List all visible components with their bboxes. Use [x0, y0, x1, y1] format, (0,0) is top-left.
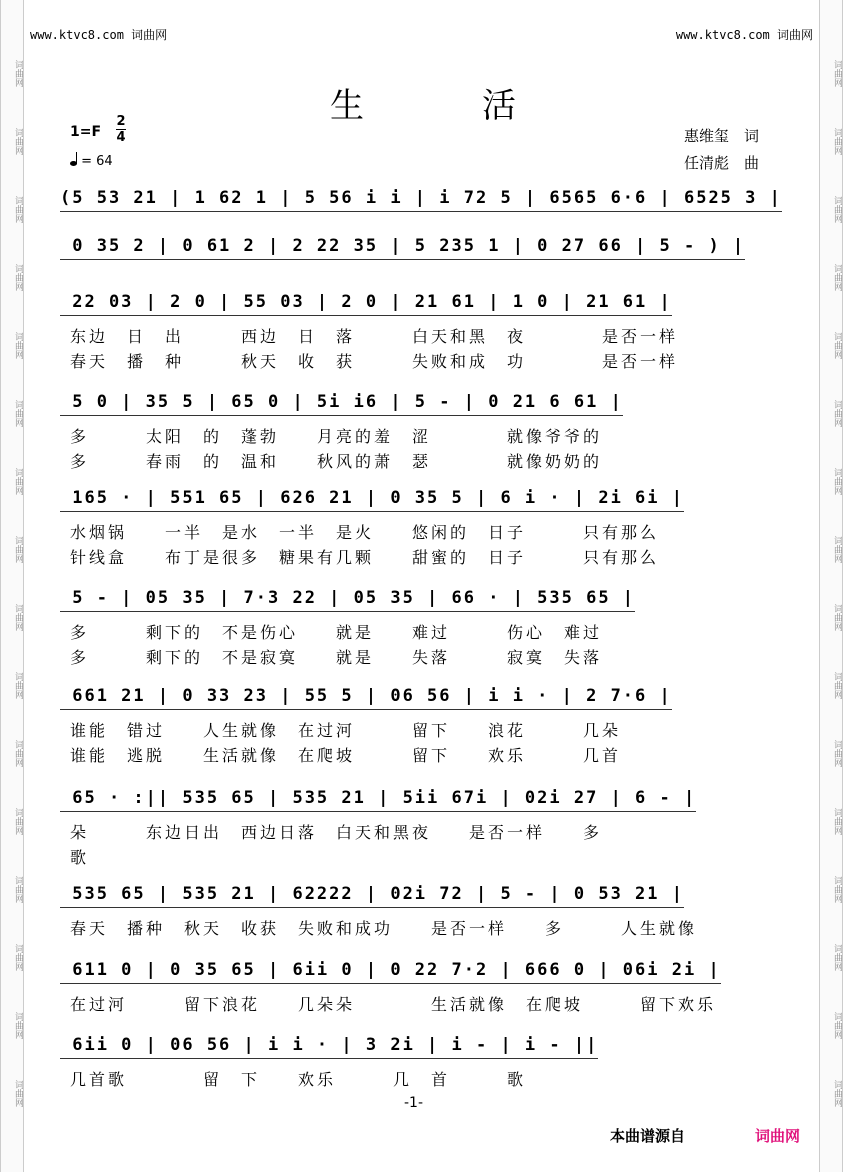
lyric-line: 春天 播种 秋天 收获 失败和成功 是否一样 多 人生就像: [70, 919, 698, 938]
watermark-text: 词曲网: [832, 196, 842, 223]
site-url-left[interactable]: www.ktvc8.com 词曲网: [30, 28, 168, 42]
watermark-text: 词曲网: [832, 740, 842, 767]
watermark-text: 词曲网: [13, 196, 23, 223]
quarter-note-icon: [70, 161, 77, 166]
time-signature: [116, 114, 126, 145]
watermark-text: 词曲网: [13, 672, 23, 699]
watermark-text: 词曲网: [13, 1012, 23, 1039]
notation-line: 535 65 | 535 21 | 62222 | 02i 72 | 5 - | 0 53 21 |: [60, 884, 684, 908]
watermark-text: 词曲网: [832, 1080, 842, 1107]
lyric-line: 多 太阳 的 蓬勃 月亮的羞 涩 就像爷爷的: [70, 427, 603, 446]
watermark-text: 词曲网: [13, 332, 23, 359]
watermark-text: 词曲网: [13, 1080, 23, 1107]
notation-line: 611 0 | 0 35 65 | 6ii 0 | 0 22 7·2 | 666 0 | 06i 2i |: [60, 960, 721, 984]
lyricist-credit: 惠维玺 词: [684, 127, 760, 145]
side-watermark-left: [0, 0, 24, 1172]
lyric-line: 多 剩下的 不是寂寞 就是 失落 寂寞 失落: [70, 648, 603, 667]
notation-line: 5 - | 05 35 | 7·3 22 | 05 35 | 66 · | 535 65 |: [60, 588, 635, 612]
lyric-line: 几首歌 留 下 欢乐 几 首 歌: [70, 1070, 527, 1089]
watermark-text: 词曲网: [13, 944, 23, 971]
lyric-line: 水烟锅 一半 是水 一半 是火 悠闲的 日子 只有那么: [70, 523, 660, 542]
source-label: 本曲谱源自: [610, 1127, 686, 1145]
watermark-text: 词曲网: [832, 536, 842, 563]
lyric-line: 在过河 留下浪花 几朵朵 生活就像 在爬坡 留下欢乐: [70, 995, 717, 1014]
watermark-text: 词曲网: [13, 60, 23, 87]
song-title: 生活: [330, 86, 634, 126]
watermark-text: 词曲网: [832, 876, 842, 903]
tempo-marking: [70, 154, 113, 169]
time-top: 2: [116, 114, 126, 129]
notation-line: 22 03 | 2 0 | 55 03 | 2 0 | 21 61 | 1 0 | 21 61 |: [60, 292, 672, 316]
watermark-text: 词曲网: [832, 128, 842, 155]
lyric-line: 东边 日 出 西边 日 落 白天和黑 夜 是否一样: [70, 327, 679, 346]
lyric-line: 多 春雨 的 温和 秋风的萧 瑟 就像奶奶的: [70, 452, 603, 471]
tempo-value: = 64: [81, 154, 113, 169]
notation-line: 65 · :|| 535 65 | 535 21 | 5ii 67i | 02i 27 | 6 - |: [60, 788, 696, 812]
watermark-text: 词曲网: [13, 536, 23, 563]
watermark-text: 词曲网: [832, 400, 842, 427]
notation-line: 5 0 | 35 5 | 65 0 | 5i i6 | 5 - | 0 21 6 61 |: [60, 392, 623, 416]
watermark-text: 词曲网: [13, 468, 23, 495]
notation-line: 0 35 2 | 0 61 2 | 2 22 35 | 5 235 1 | 0 27 66 | 5 - ) |: [60, 236, 745, 260]
page-number: -1-: [404, 1095, 424, 1111]
watermark-text: 词曲网: [13, 400, 23, 427]
watermark-text: 词曲网: [832, 264, 842, 291]
watermark-text: 词曲网: [13, 604, 23, 631]
watermark-text: 词曲网: [13, 808, 23, 835]
site-url-right[interactable]: www.ktvc8.com 词曲网: [675, 28, 813, 42]
notation-line: 661 21 | 0 33 23 | 55 5 | 06 56 | i i · | 2 7·6 |: [60, 686, 672, 710]
lyric-line: 谁能 逃脱 生活就像 在爬坡 留下 欢乐 几首: [70, 746, 622, 765]
watermark-text: 词曲网: [832, 604, 842, 631]
watermark-text: 词曲网: [13, 128, 23, 155]
key-signature: 1=F: [70, 124, 102, 140]
watermark-text: 词曲网: [13, 876, 23, 903]
lyric-line: 朵 东边日出 西边日落 白天和黑夜 是否一样 多: [70, 823, 603, 842]
watermark-text: 词曲网: [13, 740, 23, 767]
notation-line: (5 53 21 | 1 62 1 | 5 56 i i | i 72 5 | 6565 6·6 | 6525 3 |: [60, 188, 782, 212]
lyric-line: 针线盒 布丁是很多 糖果有几颗 甜蜜的 日子 只有那么: [70, 548, 660, 567]
lyric-line: 谁能 错过 人生就像 在过河 留下 浪花 几朵: [70, 721, 622, 740]
lyric-line: 春天 播 种 秋天 收 获 失败和成 功 是否一样: [70, 352, 679, 371]
lyric-line: 多 剩下的 不是伤心 就是 难过 伤心 难过: [70, 623, 603, 642]
notation-line: 6ii 0 | 06 56 | i i · | 3 2i | i - | i - ||: [60, 1035, 598, 1059]
watermark-text: 词曲网: [832, 672, 842, 699]
watermark-text: 词曲网: [832, 468, 842, 495]
watermark-text: 词曲网: [832, 808, 842, 835]
notation-line: 165 · | 551 65 | 626 21 | 0 35 5 | 6 i · | 2i 6i |: [60, 488, 684, 512]
source-brand[interactable]: 词曲网: [755, 1127, 801, 1145]
time-bottom: 4: [116, 130, 126, 145]
composer-credit: 任清彪 曲: [684, 154, 760, 172]
side-watermark-right: [819, 0, 843, 1172]
watermark-text: 词曲网: [13, 264, 23, 291]
lyric-line: 歌: [70, 848, 90, 867]
watermark-text: 词曲网: [832, 944, 842, 971]
watermark-text: 词曲网: [832, 60, 842, 87]
watermark-text: 词曲网: [832, 1012, 842, 1039]
watermark-text: 词曲网: [832, 332, 842, 359]
